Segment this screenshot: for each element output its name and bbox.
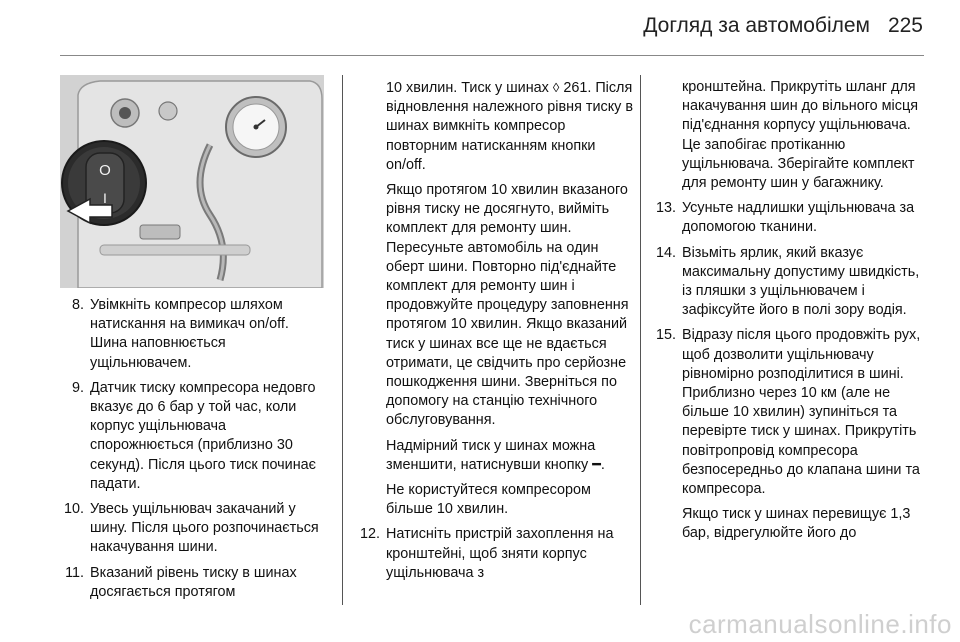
page-title: Догляд за автомобілем xyxy=(643,14,870,37)
minus-button-icon: ━ xyxy=(592,456,601,473)
list-item xyxy=(60,379,330,494)
page-number: 225 xyxy=(887,14,923,37)
item-text: Натисніть пристрій захоплення на кронштейні, щоб зняти корпус ущільнювача з xyxy=(386,526,614,581)
column-divider xyxy=(640,75,641,605)
paragraph: Не користуйтеся компресором більше 10 хвилин. xyxy=(386,482,591,518)
item-text: Датчик тиску компресора недовго вказує до 6 бар у той час, коли корпус ущільнювача спорожнюється (приблизно 30 секунд). Після цього тиск починає падати. xyxy=(90,379,317,492)
item-text: Увесь ущільнювач закачаний у шину. Після цього розпочинається накачування шини. xyxy=(90,501,319,556)
paragraph-text: 261. Після відновлення належного рівня тиску в шинах вимкніть компресор повторним натисканням кнопки on/off. xyxy=(386,80,633,173)
paragraph xyxy=(356,78,636,175)
item-text: Увімкніть компресор шляхом натискання на вимикач on/off. Шина наповнюється ущільнювачем. xyxy=(90,297,289,371)
compressor-illustration xyxy=(60,75,324,288)
item-text: Відразу після цього продовжіть рух, щоб дозволити ущільнювачу рівномірно розподілитися в шині. Приблизно через 10 км (але не більше 10 хвилин) зупиніться та перевірте тиск у шинах. Прикрутіть повітропровід компресора безпосередньо до клапана шини та компресора. xyxy=(682,327,921,498)
item-text: Візьміть ярлик, який вказує максимальну допустиму швидкість, із пляшки з ущільнювачем і зафіксуйте його в полі зору водія. xyxy=(682,244,920,319)
header-divider xyxy=(60,55,924,56)
item-number: 11. xyxy=(65,564,84,581)
list-item xyxy=(60,564,330,602)
paragraph-text: 10 хвилин. Тиск у шинах xyxy=(386,80,549,96)
item-number: 15. xyxy=(655,327,676,344)
column-1 xyxy=(60,296,330,608)
item-text: Вказаний рівень тиску в шинах досягається протягом xyxy=(90,564,297,600)
column-divider xyxy=(342,75,343,605)
switch-on-label: O xyxy=(99,162,111,179)
list-item xyxy=(652,326,927,499)
list-item xyxy=(60,500,330,558)
paragraph: кронштейна. Прикрутіть шланг для накачування шин до вільного місця під'єднання корпусу ущільнювача. Це запобігає протіканню ущільнювача. Зберігайте комплект для ремонту шин у багажнику. xyxy=(682,79,918,192)
paragraph: Якщо протягом 10 хвилин вказаного рівня тиску не досягнуто, вийміть комплект для ремонту шин. Пересуньте автомобіль на один оберт шини. Повторно під'єднайте комплект для ремонту шин і продовжуйте процедуру заповнення протягом 10 хвилин. Якщо вказаний тиск у шинах все ще не вдається отримати, це свідчить про серйозне пошкодження шини. Зверніться по допомогу на станцію технічного обслуговування. xyxy=(386,182,629,429)
item-number: 13. xyxy=(655,200,676,217)
paragraph: Якщо тиск у шинах перевищує 1,3 бар, відрегулюйте його до xyxy=(682,506,911,542)
item-number: 10. xyxy=(63,501,84,518)
watermark: carmanualsonline.info xyxy=(688,609,952,639)
page-reference-icon: ◊ xyxy=(552,80,560,95)
item-number: 14. xyxy=(655,244,676,261)
pressure-gauge-icon xyxy=(226,97,286,157)
list-item xyxy=(652,244,927,321)
list-item xyxy=(60,296,330,373)
list-item xyxy=(652,199,927,237)
paragraph-text: Надмірний тиск у шинах можна зменшити, натиснувши кнопку xyxy=(386,437,596,473)
column-3 xyxy=(652,78,927,550)
list-item xyxy=(356,525,636,583)
item-text: Усуньте надлишки ущільнювача за допомогою тканини. xyxy=(682,200,915,236)
paragraph-text: . xyxy=(600,456,605,473)
item-number: 8. xyxy=(71,297,84,313)
column-2 xyxy=(356,78,636,589)
paragraph xyxy=(356,437,636,475)
item-number: 9. xyxy=(71,379,84,396)
switch-off-label: I xyxy=(103,190,107,206)
item-number: 12. xyxy=(359,526,380,543)
